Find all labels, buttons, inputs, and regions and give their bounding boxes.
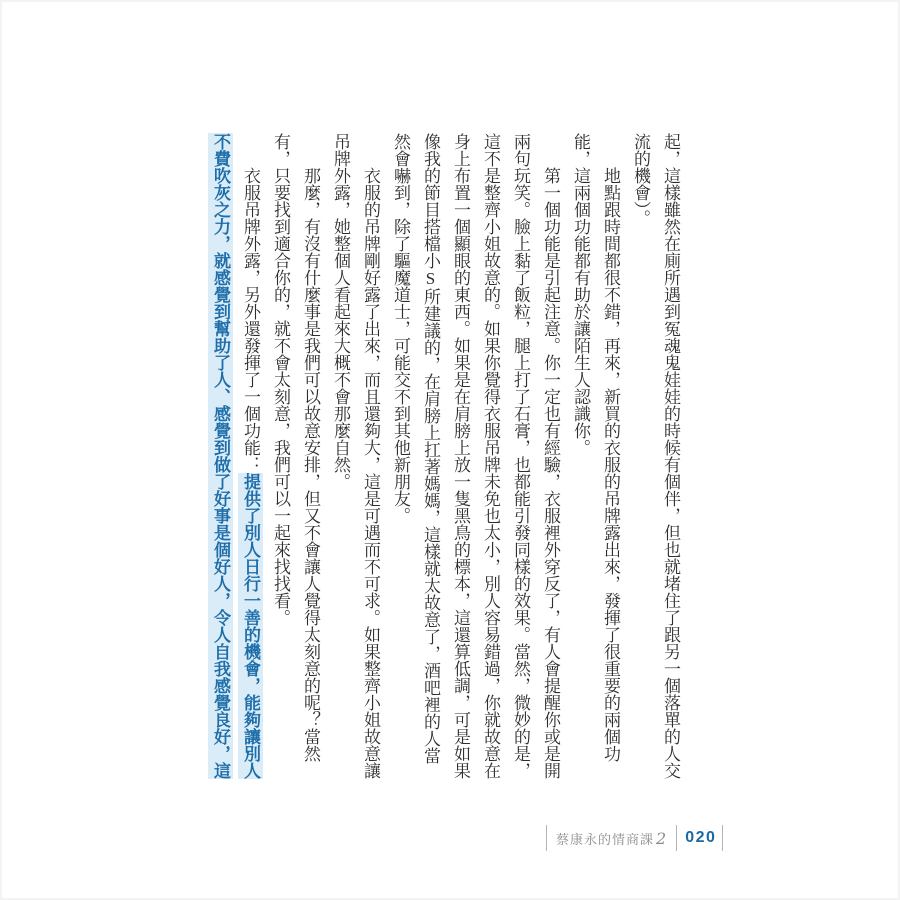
vertical-text-block	[201, 133, 685, 780]
paragraph: 地點跟時間都很不錯，再來，新買的衣服的吊牌露出來，發揮了很重要的兩個功能，這兩個功能都有助於讓陌生人認識你。	[571, 133, 620, 762]
page-number: 020	[685, 829, 717, 846]
paragraph: 第一個功能是引起注意。你一定也有經驗，衣服裡外穿反了，有人會提醒你或是開兩句玩笑。臉上黏了飯粒，腿上打了石膏，也都能引發同樣的效果。當然，微妙的是，這不是整齊小姐故意的。如果你覺得衣服吊牌未免也太小，別人容易錯過，你就故意在身上布置一個顯眼的東西。如果是在肩膀上放一隻黑鳥的標本，這還算低調，可是如果像我的節目搭檔小S所建議的，在肩膀上扛著媽媽，這樣就太故意了，酒吧裡的人當然會嚇到，除了驅魔道士，可能交不到其他新朋友。	[391, 133, 560, 779]
divider-bar	[722, 825, 723, 851]
paragraph-lead-text: 衣服吊牌外露，另外還發揮了一個功能：	[241, 167, 260, 473]
footer-volume-number: 2	[656, 828, 667, 848]
paragraph: 衣服的吊牌剛好露了出來，而且還夠大，這是可遇而不可求。如果整齊小姐故意讓吊牌外露，她整個人看起來大概不會那麼自然。	[331, 133, 380, 779]
divider-bar	[676, 825, 677, 851]
highlighted-text: 提供了別人日行一善的機會，能夠讓別人不費吹灰之力，就感覺到幫助了人、感覺到做了好事是個好人，令人自我感覺良好，這	[208, 133, 263, 779]
page-footer	[546, 823, 723, 853]
footer-book-title: 蔡康永的情商課	[556, 831, 655, 847]
paragraph-with-highlight	[205, 133, 265, 780]
divider-bar	[546, 825, 547, 851]
paragraph: 那麼，有沒有什麼事是我們可以故意安排，但又不會讓人覺得太刻意的呢？當然有，只要找到適合你的，就不會太刻意，我們可以一起來找找看。	[271, 133, 320, 762]
paragraph-continuation: 起，這樣雖然在廁所遇到冤魂鬼娃娃的時候有個伴，但也就堵住了跟另一個落單的人交流的機會）。	[631, 133, 680, 779]
